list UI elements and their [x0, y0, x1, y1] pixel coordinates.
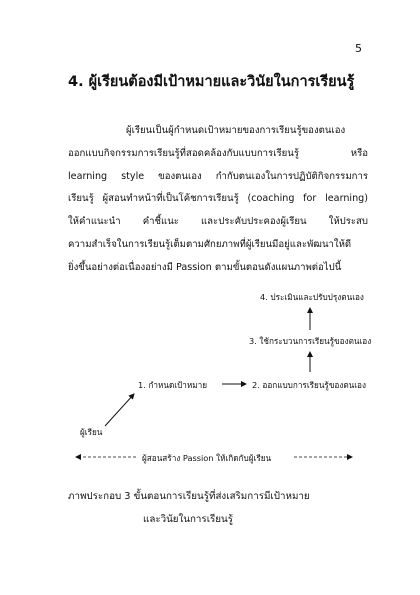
- paragraph-line: ออกแบบกิจกรรมการเรียนรู้ที่สอดคล้องกับแบบการเรียนรู้ หรือ: [68, 147, 368, 159]
- page-number: 5: [355, 42, 362, 55]
- paragraph-line: ให้คำแนะนำ คำชี้แนะ และประคับประคองผู้เรียน ให้ประสบ: [68, 216, 368, 228]
- paragraph-line: ผู้เรียนเป็นผู้กำหนดเป้าหมายของการเรียนรู้ของตนเอง: [126, 125, 346, 136]
- paragraph-line: ยิ่งขึ้นอย่างต่อเนื่องอย่างมี Passion ตามขั้นตอนดังแผนภาพต่อไปนี้: [68, 261, 342, 273]
- section-heading: 4. ผู้เรียนต้องมีเป้าหมายและวินัยในการเรียนรู้: [68, 74, 355, 90]
- body-paragraph: [68, 120, 368, 280]
- paragraph-line: learning style ของตนเอง กำกับตนเองในการปฏิบัติกิจกรรมการ: [68, 170, 368, 182]
- step3-label: 3. ใช้กระบวนการเรียนรู้ของตนเอง: [249, 336, 372, 346]
- teacher-role-label: ผู้สอนสร้าง Passion ให้เกิดกับผู้เรียน: [142, 453, 272, 463]
- paragraph-line: ความสำเร็จในการเรียนรู้เต็มตามศักยภาพที่ผู้เรียนมีอยู่และพัฒนาให้ดี: [68, 238, 352, 250]
- paragraph-line: เรียนรู้ ผู้สอนทำหน้าที่เป็นโค้ชการเรียนรู้ (coaching for learning): [68, 193, 368, 205]
- figure-caption-line1: ภาพประกอบ 3 ขั้นตอนการเรียนรู้ที่ส่งเสริมการมีเป้าหมาย: [68, 491, 310, 502]
- arrow-learner-to-step1: [105, 394, 134, 426]
- step4-label: 4. ประเมินและปรับปรุงตนเอง: [260, 292, 364, 302]
- figure-caption-line2: และวินัยในการเรียนรู้: [143, 514, 234, 525]
- step2-label: 2. ออกแบบการเรียนรู้ของตนเอง: [252, 380, 366, 390]
- step1-label: 1. กำหนดเป้าหมาย: [138, 380, 208, 390]
- learner-label: ผู้เรียน: [80, 427, 103, 437]
